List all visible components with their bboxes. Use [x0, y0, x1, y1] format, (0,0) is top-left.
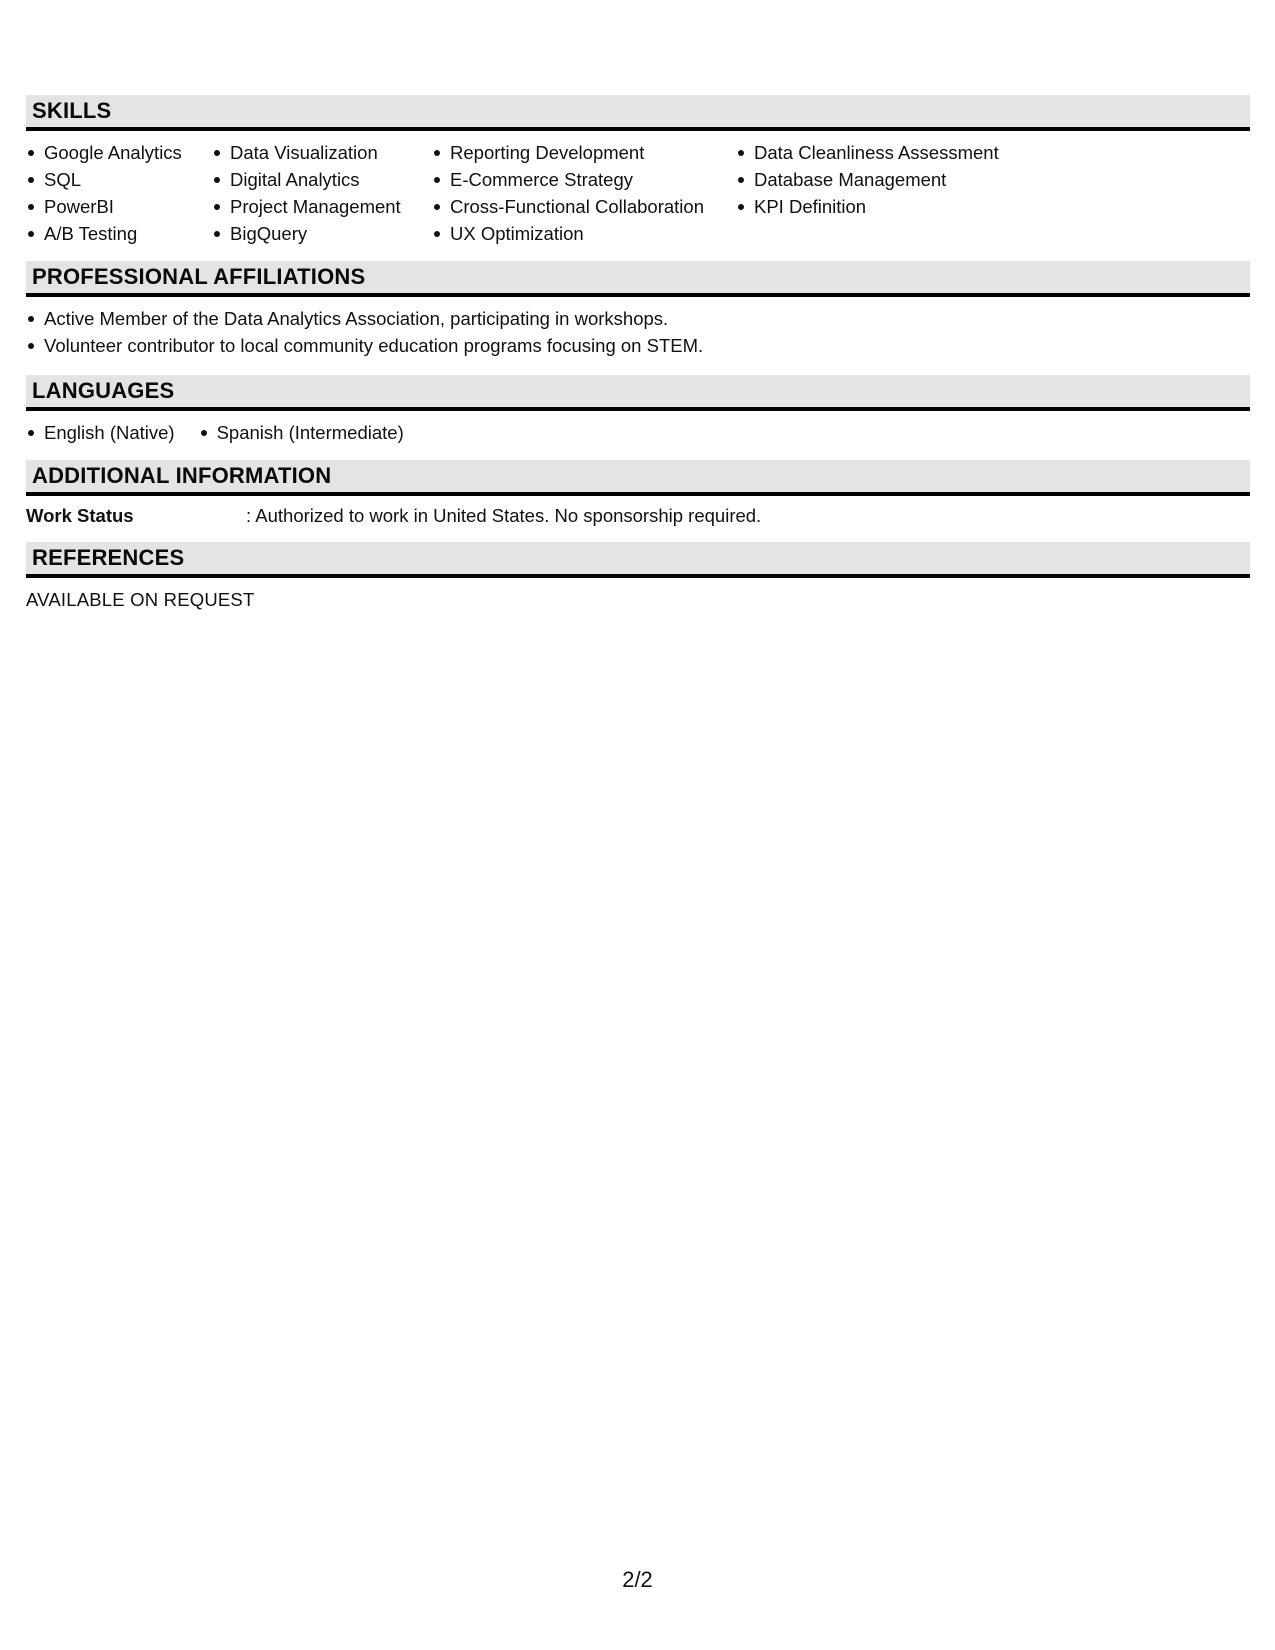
additional-info-title: ADDITIONAL INFORMATION: [32, 463, 332, 488]
skills-column-4: [736, 139, 1016, 247]
languages-list: [26, 411, 1250, 460]
additional-info-header: [26, 460, 1250, 496]
references-header: [26, 542, 1250, 578]
references-section: [26, 542, 1250, 613]
affiliation-item: Active Member of the Data Analytics Association, participating in workshops.: [26, 305, 1250, 332]
skill-item: Data Visualization: [212, 139, 408, 166]
skill-item: Data Cleanliness Assessment: [736, 139, 1016, 166]
work-status-value: : Authorized to work in United States. No sponsorship required.: [246, 505, 762, 526]
skill-item: Reporting Development: [432, 139, 712, 166]
skills-column-3: [432, 139, 712, 247]
skills-section: [26, 95, 1250, 261]
affiliation-item: Volunteer contributor to local community education programs focusing on STEM.: [26, 332, 1250, 359]
skill-item: PowerBI: [26, 193, 188, 220]
skill-item: SQL: [26, 166, 188, 193]
languages-title: LANGUAGES: [32, 378, 175, 403]
affiliations-title: PROFESSIONAL AFFILIATIONS: [32, 264, 366, 289]
references-title: REFERENCES: [32, 545, 185, 570]
language-item: Spanish (Intermediate): [199, 419, 404, 446]
work-status-row: [26, 496, 1250, 542]
skill-item: A/B Testing: [26, 220, 188, 247]
languages-section: [26, 375, 1250, 460]
skills-title: SKILLS: [32, 98, 112, 123]
work-status-label: Work Status: [26, 505, 134, 526]
additional-info-section: [26, 460, 1250, 542]
skill-item: Digital Analytics: [212, 166, 408, 193]
skill-item: Google Analytics: [26, 139, 188, 166]
skill-item: E-Commerce Strategy: [432, 166, 712, 193]
languages-header: [26, 375, 1250, 411]
skill-item: BigQuery: [212, 220, 408, 247]
page-number: 2/2: [622, 1567, 653, 1592]
skills-list: [26, 131, 1250, 261]
resume-page: [26, 95, 1250, 613]
affiliations-section: [26, 261, 1250, 375]
skills-column-1: [26, 139, 188, 247]
skill-item: Database Management: [736, 166, 1016, 193]
skill-item: UX Optimization: [432, 220, 712, 247]
skills-header: [26, 95, 1250, 131]
language-item: English (Native): [26, 419, 175, 446]
skill-item: KPI Definition: [736, 193, 1016, 220]
skill-item: Project Management: [212, 193, 408, 220]
skill-item: Cross-Functional Collaboration: [432, 193, 712, 220]
affiliations-header: [26, 261, 1250, 297]
references-text: AVAILABLE ON REQUEST: [26, 589, 255, 610]
affiliations-list: [26, 297, 1250, 375]
skills-column-2: [212, 139, 408, 247]
